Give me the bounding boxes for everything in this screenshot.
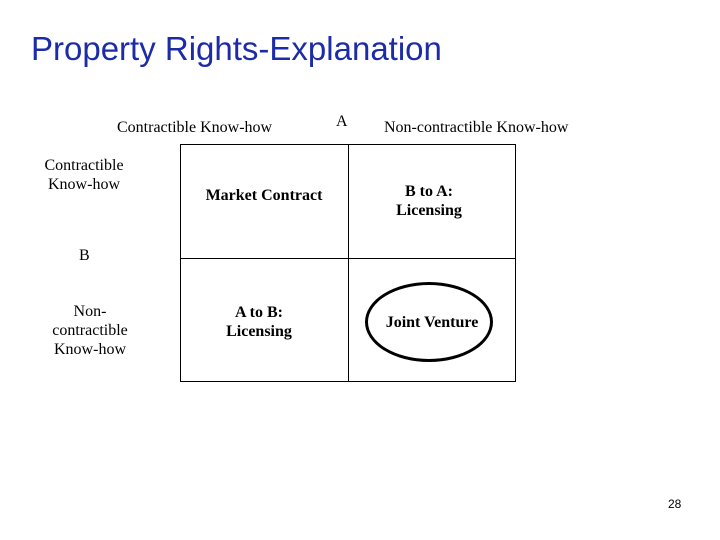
row-header-noncontractible-line1: Non- — [73, 303, 107, 320]
row-header-noncontractible — [38, 302, 142, 359]
grid-horizontal-divider — [181, 258, 515, 259]
cell-a-to-b-licensing — [185, 303, 333, 341]
cell-market-contract: Market Contract — [205, 187, 323, 204]
grid-vertical-divider — [348, 145, 349, 381]
row-header-contractible-line2: Know-how — [48, 176, 120, 193]
col-header-noncontractible: Non-contractible Know-how — [384, 119, 569, 136]
cell-b-to-a-licensing — [355, 182, 503, 220]
axis-label-a: A — [336, 113, 348, 130]
slide-title: Property Rights-Explanation — [31, 30, 442, 67]
row-header-contractible-line1: Contractible — [44, 157, 124, 174]
row-header-noncontractible-line2: contractible — [52, 322, 128, 339]
row-header-noncontractible-line3: Know-how — [54, 341, 126, 358]
cell-b-to-a-line2: Licensing — [396, 202, 462, 219]
axis-label-b: B — [79, 247, 90, 264]
col-header-contractible: Contractible Know-how — [117, 119, 273, 136]
cell-joint-venture: Joint Venture — [385, 314, 479, 331]
row-header-contractible — [38, 156, 130, 194]
cell-b-to-a-line1: B to A: — [405, 183, 453, 200]
cell-a-to-b-line2: Licensing — [226, 323, 292, 340]
cell-a-to-b-line1: A to B: — [235, 304, 283, 321]
page-number: 28 — [668, 497, 682, 511]
